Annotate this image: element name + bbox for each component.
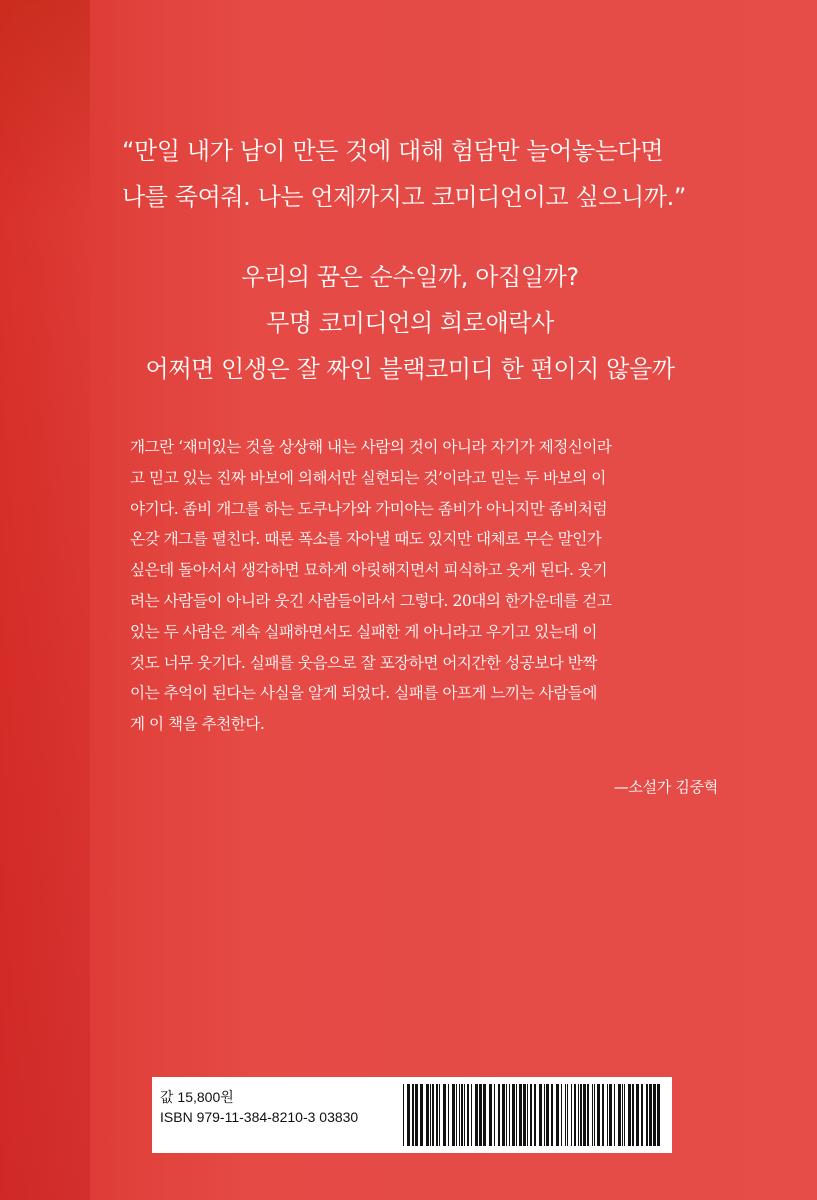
barcode-stripe: [452, 1084, 455, 1146]
barcode-stripe: [403, 1084, 404, 1146]
barcode-stripe: [580, 1084, 582, 1146]
barcode-stripe: [439, 1084, 440, 1146]
barcode-stripe: [653, 1084, 656, 1146]
pull-quote: [122, 128, 762, 220]
barcode-stripe: [636, 1084, 639, 1146]
barcode-stripe: [519, 1084, 522, 1146]
barcode-stripe: [578, 1084, 579, 1146]
cover-edge-shading: [0, 0, 90, 1200]
barcode-stripe: [602, 1084, 604, 1146]
barcode-stripe: [657, 1084, 660, 1146]
barcode-stripe: [461, 1084, 463, 1146]
isbn-text: ISBN 979-11-384-8210-3 03830: [160, 1109, 359, 1125]
barcode-stripe: [498, 1084, 500, 1146]
barcode-stripe: [571, 1084, 572, 1146]
taglines: [60, 254, 760, 392]
barcode-stripe: [618, 1084, 621, 1146]
barcode-stripe: [426, 1084, 429, 1146]
barcode-stripe: [407, 1084, 410, 1146]
tagline: 무명 코미디언의 희로애락사: [266, 309, 554, 337]
price-isbn-block: [160, 1087, 358, 1127]
barcode-stripe: [609, 1084, 612, 1146]
tagline: 우리의 꿈은 순수일까, 아집일까?: [241, 263, 579, 291]
barcode-stripe: [415, 1084, 418, 1146]
review-line: 이는 추억이 된다는 사실을 알게 되었다. 실패를 아프게 느끼는 사람들에: [130, 684, 597, 703]
review-line: 야기다. 좀비 개그를 하는 도쿠나가와 가미야는 좀비가 아니지만 좀비처럼: [130, 499, 608, 518]
price-text: 값 15,800원: [160, 1089, 234, 1105]
barcode-stripe: [471, 1084, 472, 1146]
barcode-stripe: [506, 1084, 507, 1146]
barcode-stripe: [567, 1084, 568, 1146]
barcode-stripe: [583, 1084, 586, 1146]
barcode-stripe: [443, 1084, 446, 1146]
review-line: 고 믿고 있는 진짜 바보에 의해서만 실현되는 것’이라고 믿는 두 바보의 이: [130, 468, 606, 487]
barcode-stripe: [622, 1084, 623, 1146]
barcode-stripe: [544, 1084, 545, 1146]
review-line: 것도 너무 웃기다. 실패를 웃음으로 잘 포장하면 어지간한 성공보다 반짝: [130, 653, 597, 672]
barcode-stripe: [412, 1084, 414, 1146]
barcode-stripe: [592, 1084, 593, 1146]
barcode-stripe: [607, 1084, 608, 1146]
barcode-stripe: [614, 1084, 615, 1146]
review-attribution: —소설가 김중혁: [613, 778, 718, 796]
barcode-stripe: [539, 1084, 542, 1146]
barcode-stripe: [632, 1084, 634, 1146]
barcode-stripe: [646, 1084, 648, 1146]
pull-quote-line: 나를 죽여줘. 나는 언제까지고 코미디언이고 싶으니까.”: [122, 183, 686, 211]
barcode-stripe: [432, 1084, 434, 1146]
review-text: [130, 432, 720, 740]
barcode-stripe: [641, 1084, 643, 1146]
barcode-stripe: [628, 1084, 631, 1146]
barcode-stripe: [456, 1084, 457, 1146]
barcode-stripe: [534, 1084, 536, 1146]
barcode-stripe: [489, 1084, 492, 1146]
barcode-stripe: [502, 1084, 505, 1146]
barcode-stripe: [565, 1084, 566, 1146]
barcode-stripe: [649, 1084, 652, 1146]
barcode-stripe: [430, 1084, 431, 1146]
barcode-stripe: [594, 1084, 595, 1146]
barcode-stripe: [475, 1084, 478, 1146]
barcode-stripe: [509, 1084, 510, 1146]
barcode-stripe: [523, 1084, 526, 1146]
review-line: 온갖 개그를 펼친다. 때론 폭소를 자아낼 때도 있지만 대체로 무슨 말인가: [130, 530, 602, 549]
barcode-icon: [402, 1084, 664, 1146]
barcode-stripe: [483, 1084, 486, 1146]
barcode-stripe: [420, 1084, 423, 1146]
barcode-graphic: [402, 1084, 664, 1146]
barcode-stripe: [479, 1084, 482, 1146]
barcode-stripe: [494, 1084, 495, 1146]
barcode-stripe: [464, 1084, 465, 1146]
barcode-label: [152, 1077, 672, 1153]
barcode-stripe: [546, 1084, 549, 1146]
barcode-stripe: [574, 1084, 576, 1146]
review-line: 려는 사람들이 아니라 웃긴 사람들이라서 그렇다. 20대의 한가운데를 걷고: [130, 591, 612, 610]
barcode-stripe: [597, 1084, 600, 1146]
barcode-stripe: [624, 1084, 625, 1146]
barcode-stripe: [448, 1084, 449, 1146]
barcode-stripe: [459, 1084, 460, 1146]
barcode-stripe: [556, 1084, 559, 1146]
review-line: 개그란 ‘재미있는 것을 상상해 내는 사람의 것이 아니라 자기가 제정신이라: [130, 438, 612, 456]
review-line: 싶은데 돌아서서 생각하면 묘하게 아릿해지면서 피식하고 웃게 된다. 웃기: [130, 561, 608, 580]
barcode-stripe: [436, 1084, 438, 1146]
barcode-stripe: [551, 1084, 553, 1146]
review-line: 게 이 책을 추천한다.: [130, 715, 265, 734]
barcode-stripe: [527, 1084, 528, 1146]
review-line: 있는 두 사람은 계속 실패하면서도 실패한 게 아니라고 우기고 있는데 이: [130, 622, 597, 641]
barcode-stripe: [587, 1084, 589, 1146]
tagline: 어쩌면 인생은 잘 짜인 블랙코미디 한 편이지 않을까: [145, 355, 675, 383]
barcode-stripe: [467, 1084, 469, 1146]
pull-quote-line: “만일 내가 남이 만든 것에 대해 험담만 늘어놓는다면: [122, 137, 664, 165]
barcode-stripe: [516, 1084, 517, 1146]
barcode-stripe: [561, 1084, 562, 1146]
barcode-stripe: [530, 1084, 532, 1146]
barcode-stripe: [512, 1084, 515, 1146]
